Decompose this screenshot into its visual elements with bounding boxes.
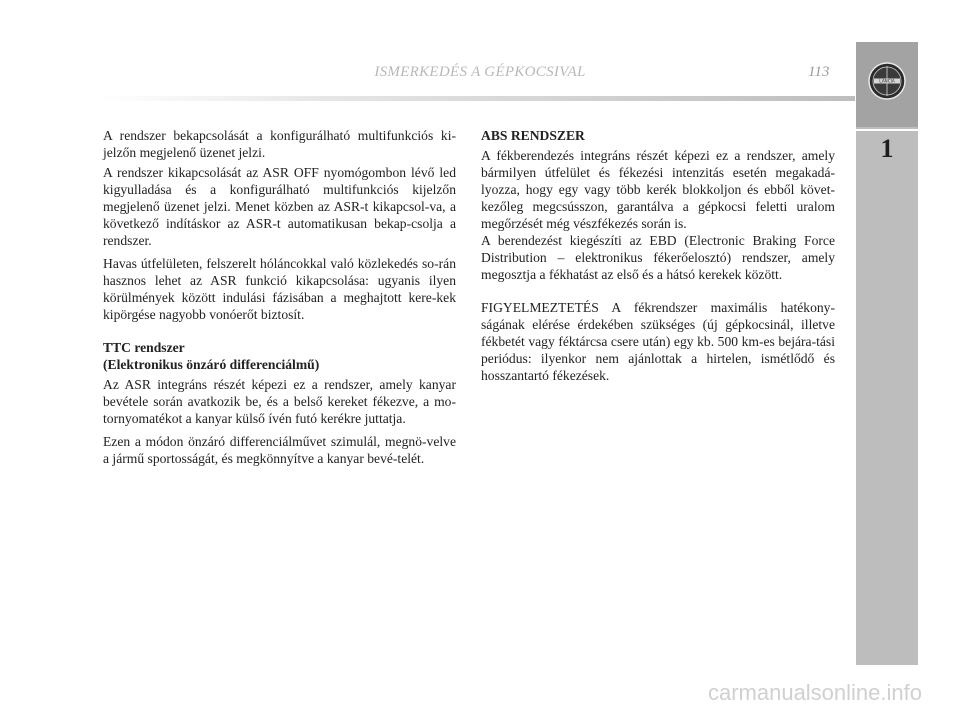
section-heading: ABS RENDSZER bbox=[481, 128, 585, 143]
sidebar-separator bbox=[856, 129, 918, 131]
section-subheading: (Elektronikus önzáró differenciálmű) bbox=[103, 357, 320, 372]
lancia-logo-text: LANCIA bbox=[879, 78, 895, 84]
lancia-logo bbox=[867, 61, 907, 101]
chapter-sidebar bbox=[856, 42, 918, 665]
paragraph: A rendszer bekapcsolását a konfigurálható multifunkciós ki-jelzőn megjelenő üzenet jelzi. bbox=[103, 128, 456, 160]
sidebar-logo-area bbox=[856, 42, 918, 127]
paragraph: Az ASR integráns részét képezi ez a rendszer, amely kanyar bevétele során avatkozik be, és a belső kereket fékezve, a mo-tornyomatékot a kanyar külső ívén futó kerékre juttatja. bbox=[103, 377, 456, 426]
paragraph: A rendszer kikapcsolását az ASR OFF nyomógombon lévő led kigyulladása és a konfigurálható multifunkciós kijelzőn megjelenő üzenet jelzi. Menet közben az ASR-t kikapcsol-va, a következő indításkor az ASR-t automatikusan bekap-csolja a rendszer. bbox=[103, 165, 456, 248]
paragraph: Havas útfelületen, felszerelt hóláncokkal való közlekedés so-rán hasznos lehet az ASR funkció kikapcsolása: ugyanis ilyen körülmények között indulási fázisában a meghajtott kere-kek kipörgése nagyobb vonóerőt biztosít. bbox=[103, 256, 456, 322]
section-heading: TTC rendszer bbox=[103, 340, 185, 355]
header-divider bbox=[100, 96, 855, 101]
watermark: carmanualsonline.info bbox=[707, 680, 922, 705]
paragraph: A berendezést kiegészíti az EBD (Electronic Braking Force Distribution – elektronikus fékerőelosztó) rendszer, amely megosztja a fékhatást az első és a hátsó kerekek között. bbox=[481, 233, 835, 282]
left-column bbox=[103, 127, 456, 473]
page-number: 113 bbox=[808, 64, 830, 80]
chapter-number: 1 bbox=[880, 134, 894, 163]
paragraph: Ezen a módon önzáró differenciálművet szimulál, megnö-velve a jármű sportosságát, és megkönnyítve a kanyar bevé-telét. bbox=[103, 434, 456, 466]
warning-paragraph: FIGYELMEZTETÉS A fékrendszer maximális hatékony-ságának elérése érdekében szükséges (új gépkocsinál, illetve fékbetét vagy féktárcsa csere után) egy kb. 500 km-es bejára-tási periódus: ilyenkor nem ajánlottak a hirtelen, ismétlődő és hosszantartó fékezések. bbox=[481, 300, 835, 383]
running-header-title: ISMERKEDÉS A GÉPKOCSIVAL bbox=[374, 64, 586, 80]
paragraph: A fékberendezés integráns részét képezi ez a rendszer, amely bármilyen útfelület és fékezési intenzitás esetén megakadá-lyozza, hogy egy vagy több kerék blokkoljon és ebből követ-kezőleg megcsússzon, garantálva a gépkocsi feletti uralom megőrzését még vészfékezés során is. bbox=[481, 148, 835, 231]
right-column bbox=[481, 127, 835, 390]
